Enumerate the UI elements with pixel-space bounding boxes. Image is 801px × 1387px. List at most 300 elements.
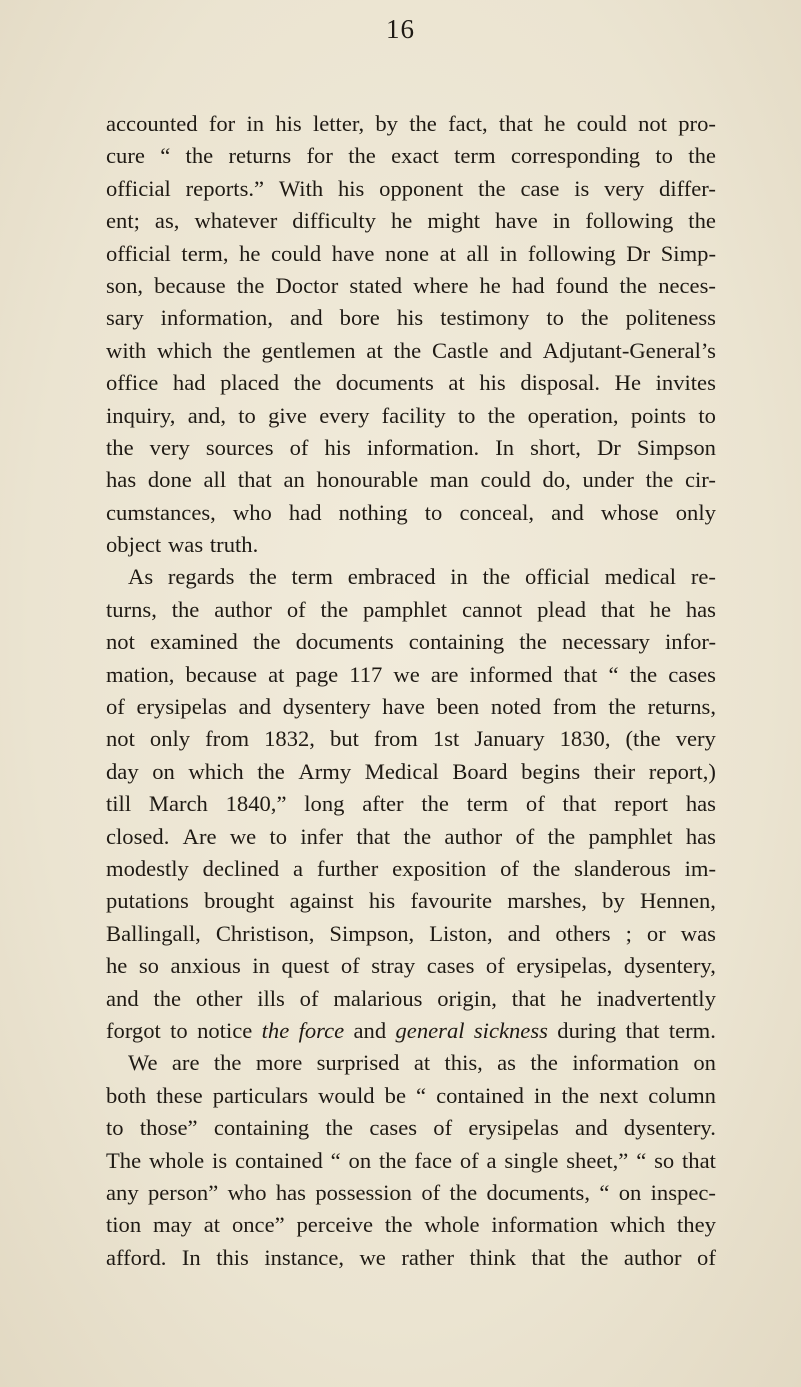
word: With [278, 175, 324, 201]
word: sheet,” [566, 1147, 629, 1173]
word: could [576, 111, 627, 136]
word: disposal. [520, 370, 601, 396]
word: under [582, 467, 634, 493]
word: 1830, [559, 726, 611, 752]
word: as [497, 1050, 516, 1076]
text-line [106, 1112, 716, 1144]
word: the [645, 467, 674, 493]
word: Simpson [636, 434, 716, 460]
word: other [195, 985, 243, 1011]
word: origin, [437, 985, 497, 1011]
word: case [520, 175, 560, 201]
word: “ [160, 143, 171, 169]
word: to [170, 1017, 188, 1043]
word: begins [521, 758, 581, 784]
word: we [359, 1244, 386, 1270]
word: of [459, 1147, 479, 1173]
word: for [306, 143, 333, 169]
word: very [675, 726, 716, 752]
word: “ [636, 1147, 647, 1173]
word: of [433, 1115, 453, 1141]
word: Simp- [660, 240, 716, 266]
word: to [457, 402, 476, 428]
word: page [295, 661, 339, 687]
word: medical [604, 564, 677, 590]
word: closed. [106, 823, 170, 849]
word: The [106, 1147, 142, 1173]
word: “ [330, 1147, 341, 1173]
word: have [382, 694, 425, 720]
word: have [495, 208, 538, 234]
word: who [227, 1179, 267, 1205]
word: the [384, 1212, 413, 1238]
word: all [203, 467, 227, 493]
word: had [288, 499, 322, 525]
word: a [486, 1147, 497, 1173]
word: surprised [316, 1050, 400, 1076]
word: dysentery. [623, 1115, 716, 1141]
word: term. [668, 1017, 716, 1043]
word: and [499, 337, 532, 363]
word: pro- [678, 111, 716, 136]
word: malarious [333, 985, 423, 1011]
word: dysentery, [623, 953, 716, 979]
word: day [106, 758, 139, 784]
word: has [106, 467, 137, 493]
word: In [495, 434, 515, 460]
word: of [525, 791, 545, 817]
word: the [393, 337, 422, 363]
word: Board [452, 758, 508, 784]
word: we [393, 661, 420, 687]
word: is [574, 175, 590, 201]
word: the [487, 402, 516, 428]
word: the [293, 370, 322, 396]
word: give [268, 402, 307, 428]
word: politeness [625, 305, 716, 331]
word: those” [139, 1115, 198, 1141]
word: as, [154, 208, 180, 234]
word: the [223, 337, 251, 363]
word: on [152, 758, 175, 784]
word: fact, [448, 111, 488, 136]
word: and [238, 694, 272, 720]
text-line [106, 626, 716, 658]
word: ills [257, 985, 285, 1011]
word: others [555, 920, 611, 946]
word: on [348, 1147, 372, 1173]
text-line [106, 885, 716, 917]
word: which [188, 758, 244, 784]
word: Army [298, 758, 352, 784]
word: a [293, 855, 304, 881]
word: on [693, 1050, 716, 1076]
word: inspec- [650, 1179, 716, 1205]
word: both [106, 1082, 147, 1108]
word: facility [381, 402, 446, 428]
text-line [106, 1177, 716, 1209]
word: contained [234, 1147, 323, 1173]
word: none [385, 240, 429, 266]
word: of [421, 1179, 441, 1205]
word: regards [167, 564, 235, 590]
word: the [236, 272, 265, 298]
word: Dr [596, 434, 621, 460]
word: the [519, 629, 547, 655]
word: are [430, 661, 459, 687]
word: he [560, 985, 582, 1011]
word: slanderous [574, 855, 671, 881]
word: to [546, 305, 564, 331]
word: operation, [527, 402, 619, 428]
word: of [299, 985, 319, 1011]
word: he [390, 208, 413, 234]
word: long [304, 791, 345, 817]
word: pamphlet [588, 823, 673, 849]
text-line [106, 821, 716, 853]
word: returns, [647, 694, 716, 720]
word: and [106, 985, 139, 1011]
word: the [532, 855, 561, 881]
word: official [106, 240, 171, 266]
word: that [563, 661, 598, 687]
word: testimony [440, 305, 530, 331]
word: would [318, 1082, 375, 1108]
word: exact [391, 143, 439, 169]
word: to [698, 402, 716, 428]
page-number: 16 [386, 14, 415, 44]
word: pamphlet [363, 596, 448, 622]
word: the [482, 564, 511, 590]
word: office [106, 370, 159, 396]
text-line [106, 788, 716, 820]
word: son, [106, 272, 144, 298]
word: the [403, 823, 432, 849]
word: brought [204, 888, 275, 914]
word: and [507, 920, 541, 946]
word: has [685, 596, 716, 622]
word: exposition [392, 855, 487, 881]
word: necessary [562, 629, 650, 655]
word: these [156, 1082, 203, 1108]
word: 1840,” [225, 791, 287, 817]
word: In [181, 1244, 201, 1270]
word: Are [182, 823, 217, 849]
word: contained [436, 1082, 524, 1108]
word: Adjutant-General’s [542, 337, 716, 363]
word: cases [426, 953, 475, 979]
text-line [106, 594, 716, 626]
word: his [396, 305, 424, 331]
word: any [106, 1179, 139, 1205]
text-line [106, 756, 716, 788]
word: an [283, 467, 305, 493]
text-line [106, 497, 716, 529]
word: every [319, 402, 370, 428]
word: the [561, 1082, 590, 1108]
word: in [246, 111, 265, 136]
word: inadvertently [596, 985, 716, 1011]
word: of [340, 953, 360, 979]
word: with [106, 337, 147, 363]
word: forgot [106, 1017, 161, 1043]
word: was [167, 532, 204, 558]
word: the [530, 1050, 558, 1076]
word: particulars [212, 1082, 309, 1108]
word: where [413, 272, 469, 298]
text-line [106, 853, 716, 885]
word: that [356, 823, 391, 849]
word: official [524, 564, 590, 590]
word: erysipelas [136, 694, 227, 720]
word: his [337, 175, 365, 201]
word: has [685, 823, 716, 849]
word: has [275, 1179, 306, 1205]
word: in [450, 564, 468, 590]
word: points [630, 402, 687, 428]
word: Castle [432, 337, 489, 363]
word: official [106, 175, 171, 201]
word: the [580, 1244, 609, 1270]
word: following [527, 240, 616, 266]
word: gentlemen [261, 337, 356, 363]
text-line [106, 270, 716, 302]
word: truth. [209, 532, 259, 558]
word: cure [106, 143, 145, 169]
text-line [106, 1242, 716, 1274]
word: further [316, 855, 379, 881]
word: because [185, 661, 257, 687]
text-line [106, 950, 716, 982]
word: object [106, 532, 162, 558]
word: notice [197, 1017, 253, 1043]
word: whole [424, 1212, 480, 1238]
text-line [106, 173, 716, 205]
text-line [106, 205, 716, 237]
word: could [271, 240, 322, 266]
word: afford. [106, 1244, 167, 1270]
word: may [153, 1212, 192, 1238]
word: infer [300, 823, 344, 849]
word: the [478, 175, 506, 201]
word: conceal, [459, 499, 535, 525]
word: be [384, 1082, 406, 1108]
text-line [106, 140, 716, 172]
word: sary [106, 305, 144, 331]
word: of [106, 694, 125, 720]
word: from [373, 726, 418, 752]
word: could [480, 467, 531, 493]
word: had [172, 370, 206, 396]
word: cases [369, 1115, 418, 1141]
word: that [682, 1147, 716, 1173]
word: As [128, 564, 154, 590]
word: he [479, 272, 501, 298]
word: force [298, 1017, 345, 1043]
word: for [208, 111, 236, 136]
word: he [649, 596, 671, 622]
word: documents [335, 370, 434, 396]
body-text [106, 108, 716, 1274]
word: the [213, 1050, 242, 1076]
word: noted [490, 694, 542, 720]
word: embraced [347, 564, 436, 590]
word: all [466, 240, 490, 266]
word: whatever [194, 208, 278, 234]
word: so [138, 953, 159, 979]
text-line [106, 1209, 716, 1241]
word: and [551, 499, 584, 525]
word: they [677, 1212, 716, 1238]
word: cir- [685, 467, 716, 493]
word: erysipelas, [516, 953, 613, 979]
word: who [232, 499, 272, 525]
word: the [171, 596, 200, 622]
word: and [353, 1017, 387, 1043]
text-line [106, 983, 716, 1015]
text-line [106, 691, 716, 723]
word: Medical [364, 758, 439, 784]
word: (the [625, 726, 661, 752]
word: is [212, 1147, 228, 1173]
word: that [625, 1017, 660, 1043]
word: Doctor [275, 272, 339, 298]
word: bore [339, 305, 380, 331]
word: the [409, 111, 437, 136]
word: general [395, 1017, 465, 1043]
word: whose [600, 499, 659, 525]
word: following [585, 208, 674, 234]
word: Dr [626, 240, 651, 266]
word: possession [315, 1179, 412, 1205]
word: man [429, 467, 469, 493]
word: the [261, 1017, 290, 1043]
text-line [106, 400, 716, 432]
word: instance, [264, 1244, 345, 1270]
word: mation, [106, 661, 175, 687]
word: of [500, 855, 519, 881]
word: because [154, 272, 226, 298]
word: once” [231, 1212, 285, 1238]
word: by [602, 888, 625, 914]
word: his [368, 888, 396, 914]
word: the [249, 564, 277, 590]
word: against [289, 888, 354, 914]
word: might [427, 208, 481, 234]
word: think [469, 1244, 516, 1270]
word: only [149, 726, 191, 752]
word: ent; [106, 208, 140, 234]
word: Hennen, [640, 888, 716, 914]
word: to [269, 823, 288, 849]
word: that [237, 467, 272, 493]
word: the [688, 208, 716, 234]
word: the [257, 758, 285, 784]
word: and [290, 305, 323, 331]
word: returns [228, 143, 292, 169]
word: their [593, 758, 636, 784]
word: perceive [296, 1212, 374, 1238]
word: “ [416, 1082, 427, 1108]
word: in [533, 1082, 552, 1108]
word: this, [444, 1050, 483, 1076]
word: corresponding [510, 143, 641, 169]
word: at [366, 337, 383, 363]
word: to [238, 402, 256, 428]
word: containing [408, 629, 505, 655]
word: his [324, 434, 351, 460]
word: sickness [473, 1017, 548, 1043]
word: cannot [461, 596, 523, 622]
word: Simpson, [329, 920, 415, 946]
word: to [655, 143, 673, 169]
word: honourable [316, 467, 419, 493]
word: that [511, 985, 546, 1011]
word: informed [469, 661, 553, 687]
word: and [575, 1115, 608, 1141]
word: rather [401, 1244, 454, 1270]
word: by [375, 111, 398, 136]
text-line [106, 918, 716, 950]
word: he [239, 240, 261, 266]
word: not [638, 111, 667, 136]
word: differ- [659, 175, 716, 201]
text-line [106, 723, 716, 755]
word: term [454, 143, 496, 169]
word: 1832, [264, 726, 315, 752]
word: done [147, 467, 192, 493]
word: putations [106, 888, 189, 914]
word: quest [281, 953, 330, 979]
word: report [614, 791, 669, 817]
word: the [608, 694, 636, 720]
text-line [106, 561, 716, 593]
word: been [436, 694, 480, 720]
word: his [275, 111, 302, 136]
word: found [555, 272, 609, 298]
word: documents, [486, 1179, 590, 1205]
word: of [697, 1244, 716, 1270]
word: the [106, 434, 134, 460]
text-line [106, 432, 716, 464]
word: accounted [106, 111, 198, 136]
text-line [106, 1145, 716, 1177]
word: the [252, 629, 281, 655]
word: of [485, 953, 505, 979]
word: only [675, 499, 716, 525]
word: infor- [665, 629, 716, 655]
word: 1st [432, 726, 460, 752]
word: marshes, [507, 888, 587, 914]
word: examined [150, 629, 238, 655]
word: of [515, 823, 535, 849]
word: which [157, 337, 213, 363]
text-line [106, 659, 716, 691]
word: column [648, 1082, 716, 1108]
word: tion [106, 1212, 142, 1238]
word: single [504, 1147, 559, 1173]
word: the [325, 1115, 354, 1141]
text-line [106, 1015, 716, 1047]
word: containing [213, 1115, 310, 1141]
word: favourite [410, 888, 493, 914]
word: whole [148, 1147, 205, 1173]
word: at [439, 240, 456, 266]
word: invites [655, 370, 716, 396]
word: the [688, 143, 716, 169]
word: do, [542, 467, 571, 493]
word: nothing [338, 499, 408, 525]
